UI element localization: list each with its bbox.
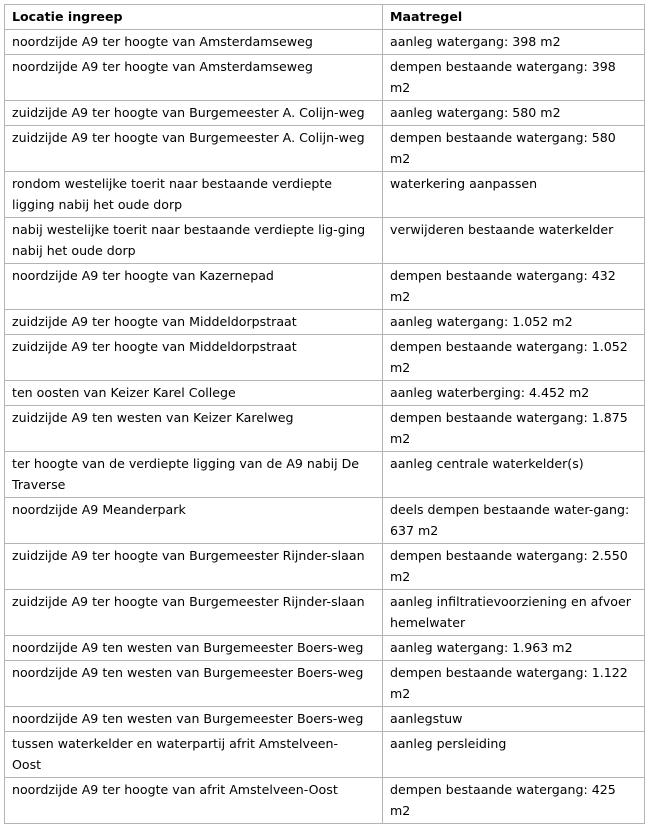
measure-cell: aanleg watergang: 1.963 m2 — [383, 636, 645, 661]
measure-cell: dempen bestaande watergang: 398 m2 — [383, 55, 645, 101]
location-cell: noordzijde A9 ter hoogte van Amsterdamseweg — [5, 55, 383, 101]
table-row — [5, 101, 645, 126]
measure-cell: aanleg persleiding — [383, 732, 645, 778]
table-row — [5, 218, 645, 264]
table-row — [5, 707, 645, 732]
measure-cell: waterkering aanpassen — [383, 172, 645, 218]
table-row — [5, 452, 645, 498]
measure-cell: aanlegstuw — [383, 707, 645, 732]
location-cell: rondom westelijke toerit naar bestaande verdiepte ligging nabij het oude dorp — [5, 172, 383, 218]
table-row — [5, 661, 645, 707]
table-row — [5, 310, 645, 335]
measure-cell: dempen bestaande watergang: 1.052 m2 — [383, 335, 645, 381]
measures-table — [4, 4, 645, 824]
location-cell: noordzijde A9 ten westen van Burgemeester Boers-weg — [5, 661, 383, 707]
table-row — [5, 335, 645, 381]
location-cell: ter hoogte van de verdiepte ligging van de A9 nabij De Traverse — [5, 452, 383, 498]
measure-cell: aanleg watergang: 580 m2 — [383, 101, 645, 126]
location-cell: zuidzijde A9 ter hoogte van Middeldorpstraat — [5, 310, 383, 335]
location-cell: zuidzijde A9 ter hoogte van Burgemeester A. Colijn-weg — [5, 101, 383, 126]
location-cell: zuidzijde A9 ter hoogte van Burgemeester Rijnder-slaan — [5, 590, 383, 636]
measure-cell: dempen bestaande watergang: 580 m2 — [383, 126, 645, 172]
location-cell: nabij westelijke toerit naar bestaande verdiepte lig-ging nabij het oude dorp — [5, 218, 383, 264]
table-row — [5, 381, 645, 406]
measure-cell: dempen bestaande watergang: 1.875 m2 — [383, 406, 645, 452]
measure-cell: dempen bestaande watergang: 425 m2 — [383, 778, 645, 824]
location-cell: ten oosten van Keizer Karel College — [5, 381, 383, 406]
location-cell: noordzijde A9 ten westen van Burgemeester Boers-weg — [5, 636, 383, 661]
table-row — [5, 30, 645, 55]
location-cell: noordzijde A9 ter hoogte van Amsterdamseweg — [5, 30, 383, 55]
measure-cell: aanleg infiltratievoorziening en afvoer hemelwater — [383, 590, 645, 636]
location-cell: zuidzijde A9 ter hoogte van Burgemeester A. Colijn-weg — [5, 126, 383, 172]
measure-cell: aanleg watergang: 1.052 m2 — [383, 310, 645, 335]
measure-cell: verwijderen bestaande waterkelder — [383, 218, 645, 264]
header-location: Locatie ingreep — [5, 5, 383, 30]
table-row — [5, 498, 645, 544]
location-cell: noordzijde A9 ten westen van Burgemeester Boers-weg — [5, 707, 383, 732]
measure-cell: aanleg watergang: 398 m2 — [383, 30, 645, 55]
location-cell: noordzijde A9 ter hoogte van Kazernepad — [5, 264, 383, 310]
measure-cell: dempen bestaande watergang: 1.122 m2 — [383, 661, 645, 707]
measure-cell: aanleg waterberging: 4.452 m2 — [383, 381, 645, 406]
table-row — [5, 55, 645, 101]
location-cell: zuidzijde A9 ten westen van Keizer Karelweg — [5, 406, 383, 452]
table-row — [5, 172, 645, 218]
table-row — [5, 264, 645, 310]
header-row — [5, 5, 645, 30]
table-row — [5, 544, 645, 590]
table-row — [5, 732, 645, 778]
location-cell: tussen waterkelder en waterpartij afrit Amstelveen-Oost — [5, 732, 383, 778]
header-measure: Maatregel — [383, 5, 645, 30]
table-body — [5, 30, 645, 824]
location-cell: zuidzijde A9 ter hoogte van Middeldorpstraat — [5, 335, 383, 381]
table-row — [5, 590, 645, 636]
measure-cell: deels dempen bestaande water-gang: 637 m2 — [383, 498, 645, 544]
table-row — [5, 126, 645, 172]
table-row — [5, 636, 645, 661]
location-cell: zuidzijde A9 ter hoogte van Burgemeester Rijnder-slaan — [5, 544, 383, 590]
measure-cell: aanleg centrale waterkelder(s) — [383, 452, 645, 498]
measure-cell: dempen bestaande watergang: 432 m2 — [383, 264, 645, 310]
table-row — [5, 406, 645, 452]
location-cell: noordzijde A9 ter hoogte van afrit Amstelveen-Oost — [5, 778, 383, 824]
measure-cell: dempen bestaande watergang: 2.550 m2 — [383, 544, 645, 590]
location-cell: noordzijde A9 Meanderpark — [5, 498, 383, 544]
